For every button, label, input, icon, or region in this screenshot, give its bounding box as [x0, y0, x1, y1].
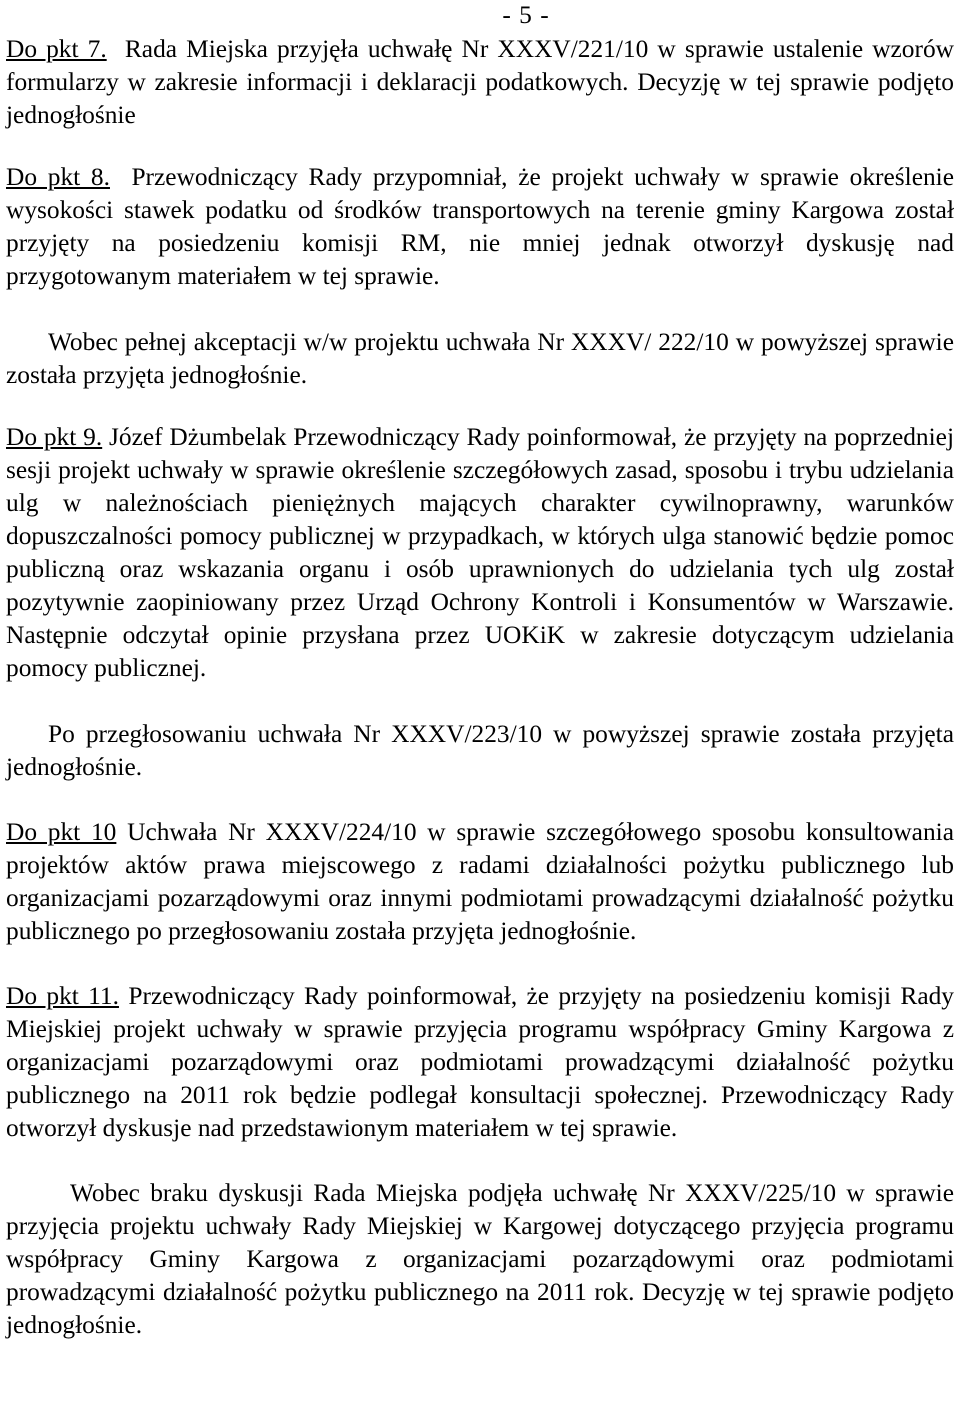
item-label-pkt-9: Do pkt 9.: [6, 423, 103, 451]
paragraph-pkt-10: [6, 816, 954, 948]
paragraph-pkt-8: [6, 161, 954, 293]
item-label-pkt-11: Do pkt 11.: [6, 982, 119, 1010]
page-number: - 5 -: [502, 1, 550, 29]
document-page: [6, 0, 954, 1342]
item-text-pkt-7: Rada Miejska przyjęła uchwałę Nr XXXV/221/10 w sprawie ustalenie wzorów formularzy w zakresie informacji i deklaracji podatkowych. Decyzję w tej sprawie podjęto jednogłośnie: [6, 35, 954, 129]
paragraph-pkt-9: [6, 421, 954, 685]
paragraph-pkt-11-followup: Wobec braku dyskusji Rada Miejska podjęła uchwałę Nr XXXV/225/10 w sprawie przyjęcia projektu uchwały Rady Miejskiej w Kargowej dotyczącego przyjęcia programu współpracy Gminy Kargowa z organizacjami pozarządowymi oraz podmiotami prowadzącymi działalność pożytku publicznego na 2011 rok. Decyzję w tej sprawie podjęto jednogłośnie.: [6, 1179, 954, 1339]
item-label-pkt-8: Do pkt 8.: [6, 163, 110, 191]
item-label-pkt-7: Do pkt 7.: [6, 35, 107, 63]
item-text-pkt-9: Józef Dżumbelak Przewodniczący Rady poinformował, że przyjęty na poprzedniej sesji projekt uchwały w sprawie określenie szczegółowych zasad, sposobu i trybu udzielania ulg w należnościach pieniężnych mających charakter cywilnoprawny, warunków dopuszczalności pomocy publicznej w przypadkach, w których ulga stanowić będzie pomoc publiczną oraz wskazania organu i osób uprawnionych do udzielania tych ulg został pozytywnie zaopiniowany przez Urząd Ochrony Kontroli i Konsumentów w Warszawie. Następnie odczytał opinie przysłana przez UOKiK w zakresie dotyczącym udzielania pomocy publicznej.: [6, 423, 954, 682]
item-text-pkt-8: Przewodniczący Rady przypomniał, że projekt uchwały w sprawie określenie wysokości stawek podatku od środków transportowych na terenie gminy Kargowa został przyjęty na posiedzeniu komisji RM, nie mniej jednak otworzył dyskusję nad przygotowanym materiałem w tej sprawie.: [6, 163, 954, 290]
item-label-pkt-10: Do pkt 10: [6, 818, 117, 846]
paragraph-pkt-11: [6, 980, 954, 1145]
paragraph-pkt-8-followup: Wobec pełnej akceptacji w/w projektu uchwała Nr XXXV/ 222/10 w powyższej sprawie została przyjęta jednogłośnie.: [6, 328, 954, 389]
paragraph-pkt-7: [6, 33, 954, 132]
item-text-pkt-11: Przewodniczący Rady poinformował, że przyjęty na posiedzeniu komisji Rady Miejskiej projekt uchwały w sprawie przyjęcia programu współpracy Gminy Kargowa z organizacjami pozarządowymi oraz podmiotami prowadzącymi działalność pożytku publicznego na 2011 rok będzie podlegał konsultacji społecznej. Przewodniczący Rady otworzył dyskusje nad przedstawionym materiałem w tej sprawie.: [6, 982, 954, 1142]
paragraph-pkt-9-followup: Po przegłosowaniu uchwała Nr XXXV/223/10 w powyższej sprawie została przyjęta jednogłośnie.: [6, 720, 954, 781]
item-text-pkt-10: Uchwała Nr XXXV/224/10 w sprawie szczegółowego sposobu konsultowania projektów aktów prawa miejscowego z radami działalności pożytku publicznego lub organizacjami pozarządowymi oraz innymi podmiotami prowadzącymi działalność pożytku publicznego po przegłosowaniu została przyjęta jednogłośnie.: [6, 818, 954, 945]
